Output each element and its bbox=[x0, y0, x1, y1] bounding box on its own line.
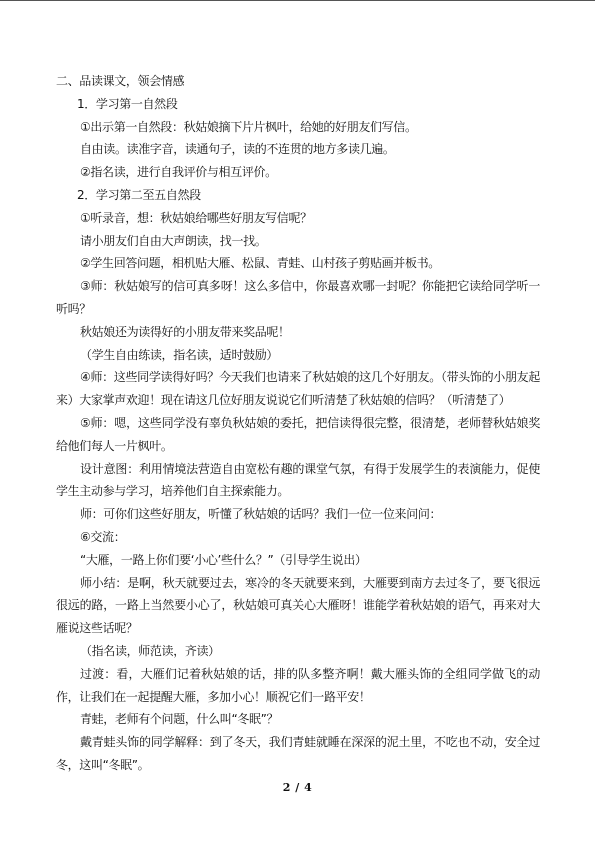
paragraph: 秋姑娘还为读得好的小朋友带来奖品呢！ bbox=[80, 324, 290, 339]
header-rule bbox=[0, 0, 595, 1]
subsection-heading: 2．学习第二至五自然段 bbox=[77, 187, 201, 202]
paragraph: ④师：这些同学读得好吗？今天我们也请来了秋姑娘的这几个好朋友。（带头饰的小朋友起来）大家掌声欢迎！现在请这几位好朋友说说它们听清楚了秋姑娘的信吗？（听清楚了） bbox=[56, 370, 540, 408]
paragraph: 自由读。读准字音，读通句子，读的不连贯的地方多读几遍。 bbox=[80, 142, 395, 157]
design-intent-paragraph: 设计意图：利用情境法营造自由宽松有趣的课堂气氛，有得于发展学生的表演能力，促使学生主动参与学习，培养他们自主探索能力。 bbox=[56, 461, 540, 499]
paragraph: ③师：秋姑娘写的信可真多呀！这么多信中，你最喜欢哪一封呢？你能把它读给同学听一听吗？ bbox=[56, 279, 540, 316]
paragraph: ①出示第一自然段：秋姑娘摘下片片枫叶，给她的好朋友们写信。 bbox=[80, 119, 417, 134]
document-body bbox=[56, 70, 540, 777]
paragraph: 师小结：是啊，秋天就要过去，寒冷的冬天就要来到，大雁要到南方去过冬了，要飞很远很远的路，一路上当然要小心了，秋姑娘可真关心大雁呀！谁能学着秋姑娘的语气，再来对大雁说这些话呢？ bbox=[56, 575, 540, 636]
paragraph: 青蛙，老师有个问题，什么叫“冬眠”？ bbox=[80, 712, 279, 727]
paragraph: 戴青蛙头饰的同学解释：到了冬天，我们青蛙就睡在深深的泥土里，不吃也不动，安全过冬，这叫“冬眠”。 bbox=[56, 735, 540, 772]
paragraph: 请小朋友们自由大声朗读，找一找。 bbox=[80, 233, 267, 248]
paragraph: ⑥交流： bbox=[80, 529, 126, 544]
subsection-heading: 1．学习第一自然段 bbox=[77, 96, 178, 111]
paragraph: ②指名读，进行自我评价与相互评价。 bbox=[80, 165, 277, 180]
paragraph: 师：可你们这些好朋友，听懂了秋姑娘的话吗？我们一位一位来问问： bbox=[80, 507, 442, 522]
paragraph: 过渡：看，大雁们记着秋姑娘的话，排的队多整齐啊！戴大雁头饰的全组同学做飞的动作，让我们在一起提醒大雁，多加小心！顺祝它们一路平安！ bbox=[56, 666, 540, 704]
paragraph: ②学生回答问题，相机贴大雁、松鼠、青蛙、山村孩子剪贴画并板书。 bbox=[80, 256, 440, 271]
paragraph: ①听录音，想：秋姑娘给哪些好朋友写信呢？ bbox=[80, 210, 312, 225]
page-number: 2 / 4 bbox=[282, 781, 313, 794]
paragraph: “大雁，一路上你们要‘小心’些什么？”（引导学生说出） bbox=[80, 552, 367, 567]
paragraph: ⑤师：嗯，这些同学没有辜负秋姑娘的委托，把信读得很完整，很清楚，老师替秋姑娘奖给他们每人一片枫叶。 bbox=[56, 415, 540, 453]
paragraph: （指名读，师范读，齐读） bbox=[80, 643, 220, 658]
paragraph: （学生自由练读，指名读，适时鼓励） bbox=[80, 347, 279, 362]
section-heading: 二、品读课文，领会情感 bbox=[56, 74, 185, 88]
